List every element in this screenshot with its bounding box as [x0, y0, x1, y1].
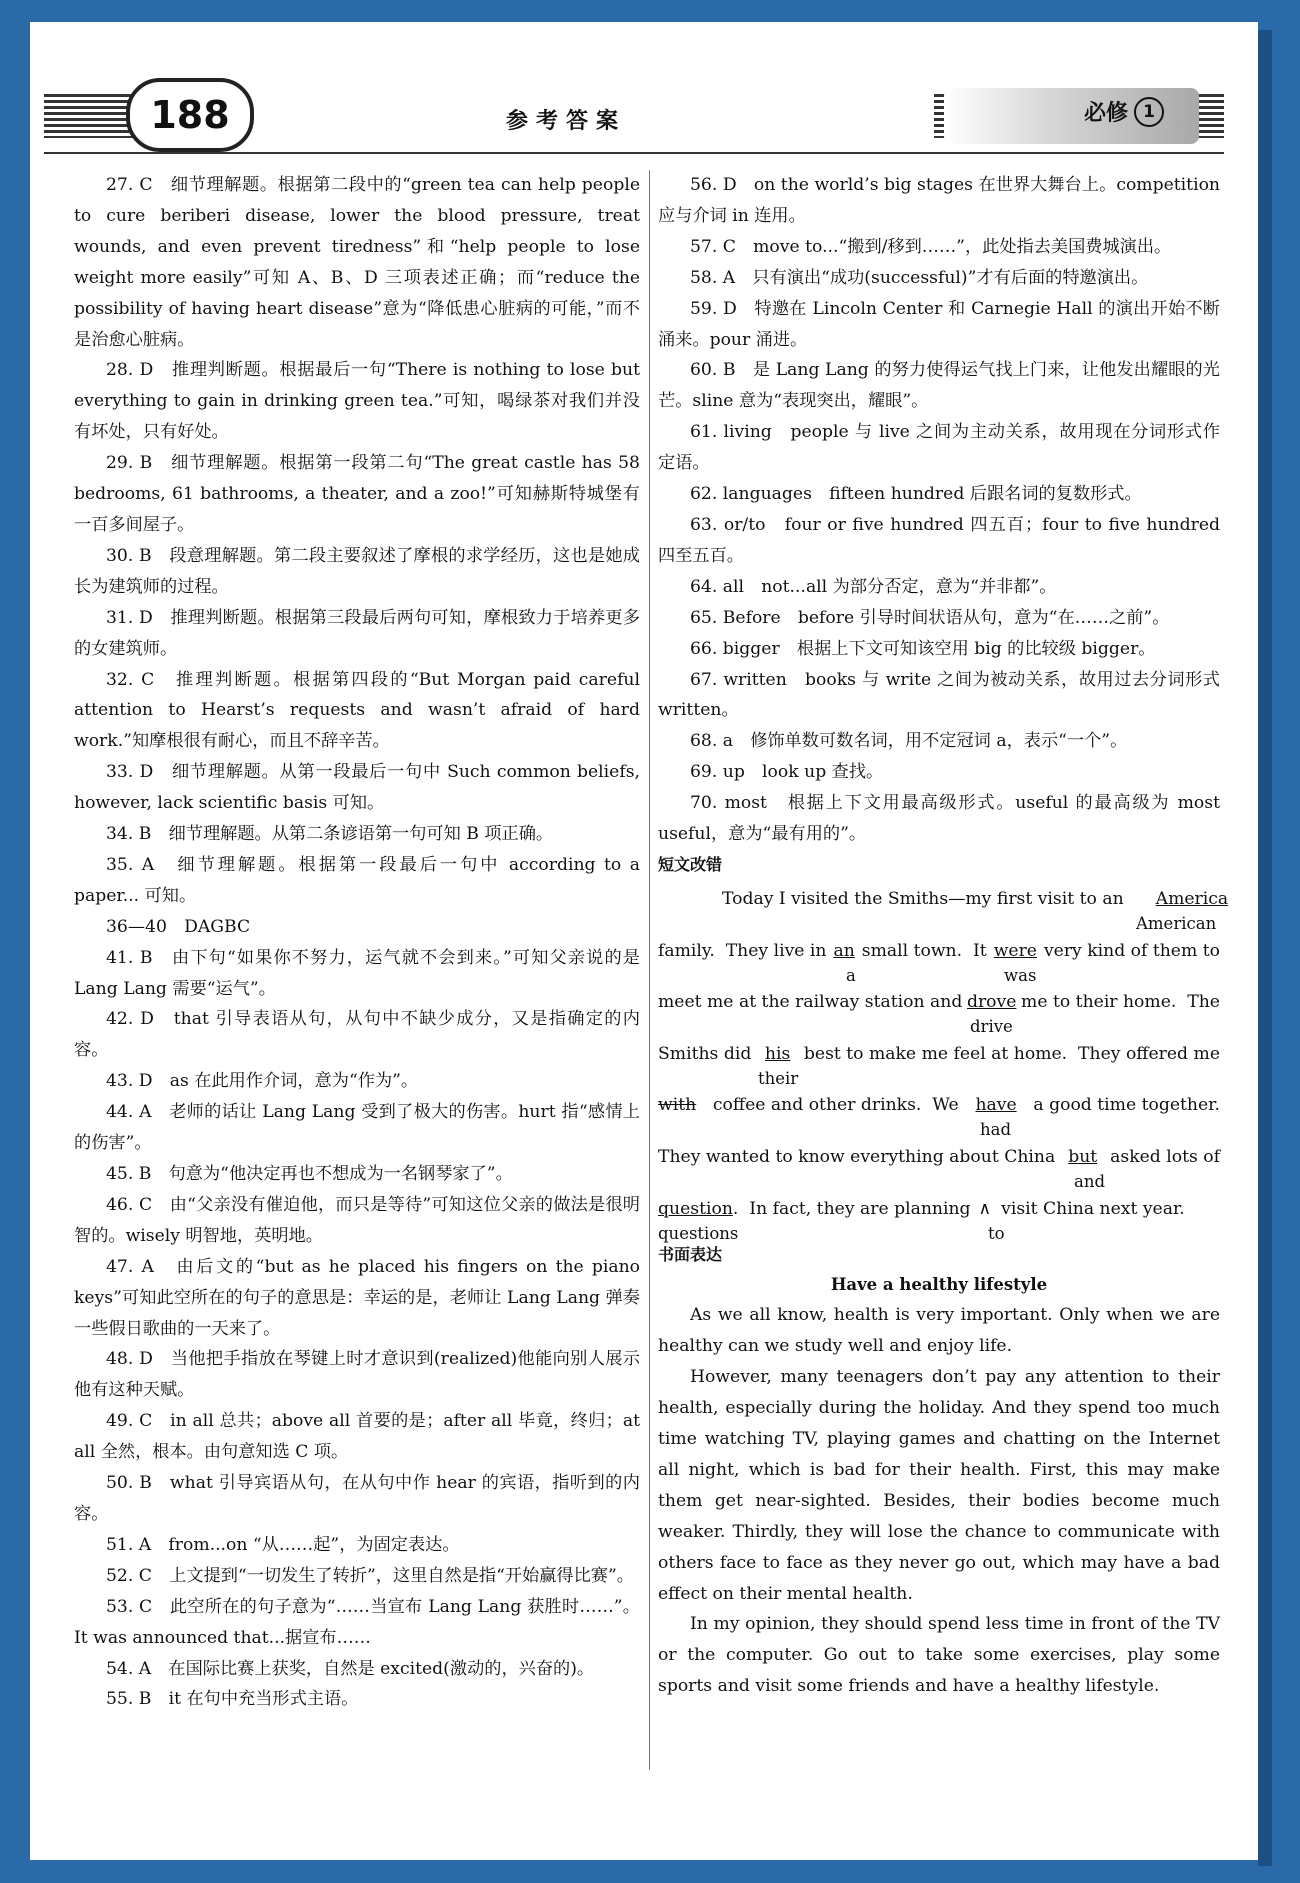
answer-item: 43. D as 在此用作介词，意为“作为”。	[106, 1071, 419, 1092]
answer-item: 56. D on the world’s big stages 在世界大舞台上。competition 应与介词 in 连用。	[658, 175, 1220, 226]
page-header	[44, 68, 1224, 154]
answer-item: 51. A from...on “从……起”，为固定表达。	[106, 1534, 460, 1555]
header-rule	[44, 152, 1224, 154]
correction-word: to	[988, 1223, 1005, 1243]
error-word: were	[993, 940, 1037, 961]
text-segment: family. They live in	[658, 940, 827, 961]
answer-item: 60. B 是 Lang Lang 的努力使得运气找上门来，让他发出耀眼的光芒。sline 意为“表现突出，耀眼”。	[658, 360, 1220, 412]
error-word: question	[658, 1198, 733, 1219]
correction-word: drive	[970, 1017, 1013, 1037]
answer-item: 27. C 细节理解题。根据第二段中的“green tea can help people to cure beriberi disease, lower the blood pressure, treat wounds, and even prevent tiredness”和“help people to lose weight more easily”可知 A、B、D 三项表述正确；而“reduce the possibility of having heart disease”意为“降低患心脏病的可能，”而不是治愈心脏病。	[74, 175, 640, 350]
answer-item: 53. C 此空所在的句子意为“……当宣布 Lang Lang 获胜时……”。It was announced that...据宣布……	[74, 1596, 640, 1648]
answer-item: 59. D 特邀在 Lincoln Center 和 Carnegie Hall 的演出开始不断涌来。pour 涌进。	[658, 298, 1220, 350]
answer-item: 34. B 细节理解题。从第二条谚语第一句可知 B 项正确。	[106, 824, 554, 845]
proofreading-line	[658, 1194, 1220, 1243]
proofreading-line	[658, 936, 1220, 988]
page-number-badge	[126, 78, 254, 152]
text-segment: small town. It	[861, 940, 987, 961]
answer-item: 55. B it 在句中充当形式主语。	[106, 1689, 359, 1710]
text-segment: very kind of them to	[1043, 940, 1220, 961]
right-column	[658, 170, 1229, 1702]
left-column	[74, 170, 640, 1715]
error-word: have	[975, 1095, 1017, 1116]
answer-item: 62. languages fifteen hundred 后跟名词的复数形式。	[690, 484, 1142, 505]
answer-item: 65. Before before 引导时间状语从句，意为“在……之前”。	[690, 607, 1170, 628]
answer-item: 31. D 推理判断题。根据第三段最后两句可知，摩根致力于培养更多的女建筑师。	[74, 607, 640, 659]
text-segment: . In fact, they are planning	[732, 1198, 971, 1219]
answer-item: 29. B 细节理解题。根据第一段第二句“The great castle has 58 bedrooms, 61 bathrooms, a theater, and a zoo!”可知赫斯特城堡有一百多间屋子。	[74, 453, 640, 535]
proofreading-line	[658, 884, 1229, 936]
page-edge-shadow	[1258, 30, 1272, 1866]
insert-caret: ∧	[978, 1198, 992, 1219]
answer-item: 49. C in all 总共；above all 首要的是；after all 毕竟，终归；at all 全然，根本。由句意知选 C 项。	[74, 1411, 640, 1463]
error-word: America	[1155, 888, 1229, 909]
page-number: 188	[150, 93, 230, 137]
text-segment: best to make me feel at home. They offered me	[803, 1043, 1220, 1064]
page-title: 参考答案	[506, 109, 627, 134]
text-segment: Smiths did	[658, 1043, 752, 1064]
correction-word: questions	[658, 1223, 739, 1243]
deleted-word: with	[658, 1095, 697, 1116]
answer-item: 66. bigger 根据上下文可知该空用 big 的比较级 bigger。	[690, 638, 1156, 659]
essay-paragraph: As we all know, health is very important. Only when we are healthy can we study well and enjoy life.	[658, 1305, 1220, 1357]
answer-item: 52. C 上文提到“一切发生了转折”，这里自然是指“开始赢得比赛”。	[106, 1565, 634, 1586]
answer-item: 69. up look up 查找。	[690, 762, 884, 783]
proofreading-passage	[658, 884, 1229, 1243]
course-label	[1084, 96, 1164, 127]
answer-item: 42. D that 引导表语从句，从句中不缺少成分，又是指确定的内容。	[74, 1009, 640, 1061]
text-segment: They wanted to know everything about China	[658, 1146, 1056, 1167]
proofreading-line	[658, 1090, 1220, 1142]
text-segment: meet me at the railway station and	[658, 992, 963, 1013]
course-number-circle: 1	[1134, 97, 1164, 127]
answer-item: 32. C 推理判断题。根据第四段的“But Morgan paid careful attention to Hearst’s requests and wasn’t afraid of hard work.”知摩根很有耐心，而且不辞辛苦。	[74, 669, 640, 752]
proofreading-line	[658, 1142, 1220, 1194]
correction-word: American	[1136, 913, 1217, 933]
answer-item: 58. A 只有演出“成功(successful)”才有后面的特邀演出。	[690, 267, 1149, 288]
answer-item: 28. D 推理判断题。根据最后一句“There is nothing to lose but everything to gain in drinking green tea.”可知，喝绿茶对我们并没有坏处，只有好处。	[74, 360, 640, 443]
correction-word: was	[1004, 965, 1037, 985]
answer-item: 54. A 在国际比赛上获奖，自然是 excited(激动的，兴奋的)。	[106, 1658, 595, 1679]
answer-item: 47. A 由后文的“but as he placed his fingers on the piano keys”可知此空所在的句子的意思是：幸运的是，老师让 Lang Lang 弹奏一些假日歌曲的一天来了。	[74, 1256, 640, 1339]
answer-item: 46. C 由“父亲没有催迫他，而只是等待”可知这位父亲的做法是很明智的。wisely 明智地，英明地。	[74, 1194, 640, 1246]
answer-item: 45. B 句意为“他决定再也不想成为一名钢琴家了”。	[106, 1164, 513, 1184]
essay-paragraph: In my opinion, they should spend less time in front of the TV or the computer. Go out to take some exercises, play some sports and visit some friends and have a healthy lifestyle.	[658, 1614, 1220, 1697]
text-segment: asked lots of	[1110, 1146, 1220, 1167]
answer-item: 36—40 DAGBC	[106, 916, 251, 937]
answer-item: 33. D 细节理解题。从第一段最后一句中 Such common beliefs, however, lack scientific basis 可知。	[74, 762, 640, 814]
answer-item: 63. or/to four or five hundred 四五百；four to five hundred 四至五百。	[658, 514, 1220, 566]
correction-word: their	[758, 1068, 799, 1088]
course-name: 必修	[1084, 101, 1129, 126]
answer-item: 68. a 修饰单数可数名词，用不定冠词 a，表示“一个”。	[690, 731, 1128, 752]
answer-item: 30. B 段意理解题。第二段主要叙述了摩根的求学经历，这也是她成长为建筑师的过程。	[74, 545, 640, 597]
correction-word: and	[1074, 1171, 1106, 1191]
text-segment: Today I visited the Smiths—my first visit to an	[722, 888, 1124, 909]
answer-item: 41. B 由下句“如果你不努力，运气就不会到来。”可知父亲说的是 Lang Lang 需要“运气”。	[74, 947, 640, 999]
column-divider	[649, 170, 650, 1770]
error-word: an	[833, 940, 855, 961]
error-word: drove	[966, 992, 1017, 1013]
error-word: his	[764, 1043, 791, 1064]
text-segment: me to their home. The	[1021, 992, 1220, 1013]
answer-item: 35. A 细节理解题。根据第一段最后一句中 according to a paper... 可知。	[74, 854, 640, 906]
proofreading-line	[658, 987, 1220, 1039]
essay-paragraph: However, many teenagers don’t pay any attention to their health, especially during the holiday. And they spend too much time watching TV, playing games and chatting on the Internet all night, which is bad for their health. First, this may make them get near-sighted. Besides, their bodies become much weaker. Thirdly, they will lose the chance to communicate with others face to face as they never go out, which may have a bad effect on their mental health.	[658, 1367, 1220, 1604]
correction-word: a	[846, 965, 856, 985]
answer-item: 61. living people 与 live 之间为主动关系，故用现在分词形式作定语。	[658, 422, 1220, 474]
correction-word: had	[980, 1120, 1012, 1140]
text-segment: a good time together.	[1033, 1095, 1220, 1116]
text-segment: coffee and other drinks. We	[712, 1095, 959, 1116]
essay-title: Have a healthy lifestyle	[830, 1274, 1048, 1294]
answer-item: 48. D 当他把手指放在琴键上时才意识到(realized)他能向别人展示他有这种天赋。	[74, 1349, 640, 1401]
answer-item: 57. C move to...“搬到/移到……”，此处指去美国费城演出。	[690, 236, 1172, 257]
answer-item: 64. all not...all 为部分否定，意为“并非都”。	[690, 576, 1057, 597]
answer-item: 44. A 老师的话让 Lang Lang 受到了极大的伤害。hurt 指“感情上的伤害”。	[74, 1102, 640, 1154]
answer-item: 70. most 根据上下文用最高级形式。useful 的最高级为 most useful，意为“最有用的”。	[658, 793, 1220, 845]
answer-item: 50. B what 引导宾语从句，在从句中作 hear 的宾语，指听到的内容。	[74, 1473, 640, 1524]
error-word: but	[1068, 1146, 1098, 1167]
answer-item: 67. written books 与 write 之间为被动关系，故用过去分词形式 written。	[658, 669, 1220, 721]
proofreading-heading: 短文改错	[658, 854, 723, 874]
text-segment: visit China next year.	[1001, 1198, 1185, 1219]
writing-heading: 书面表达	[658, 1244, 723, 1264]
proofreading-line	[658, 1039, 1220, 1091]
